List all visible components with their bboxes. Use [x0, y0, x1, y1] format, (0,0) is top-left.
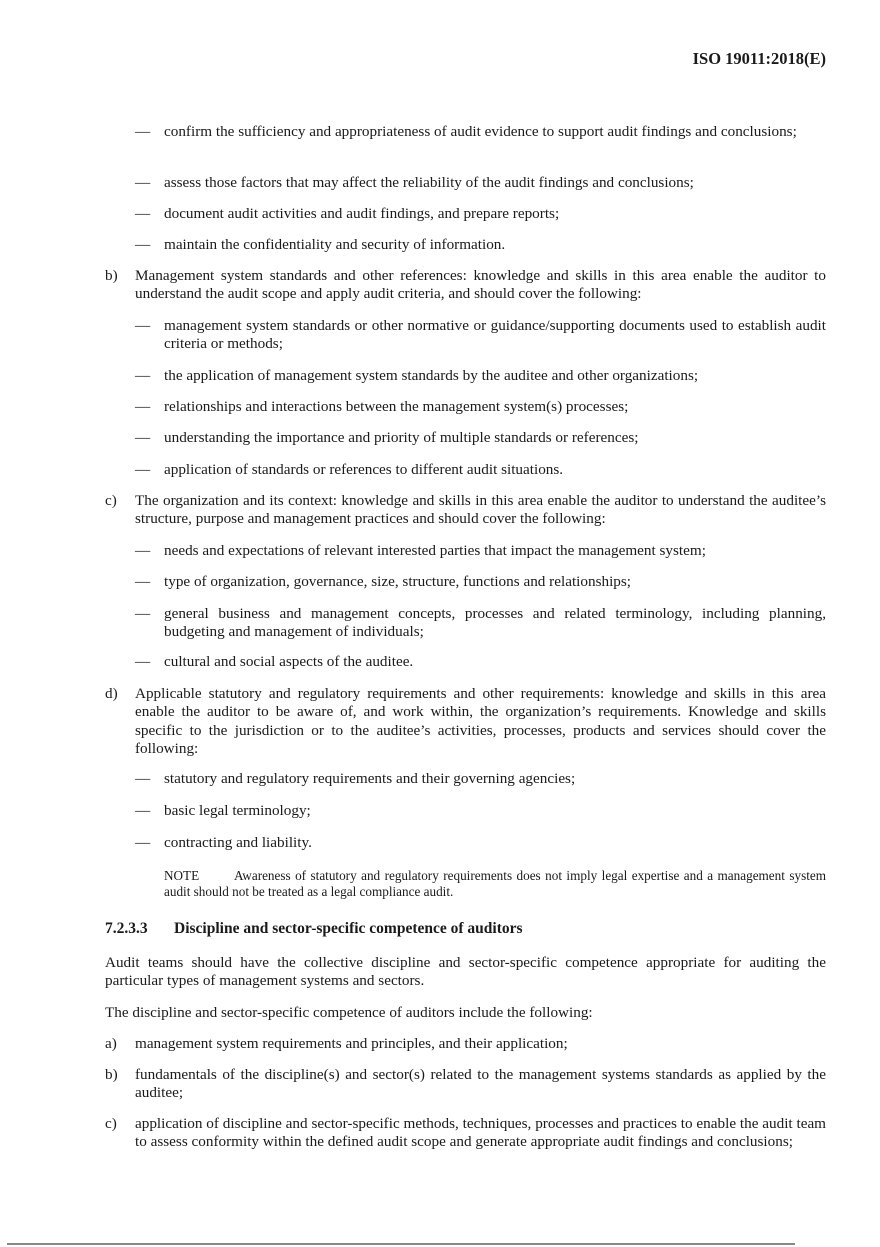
section-number: 7.2.3.3 — [105, 920, 148, 937]
dash-marker: — — [135, 236, 151, 253]
list-item-text: needs and expectations of relevant interested parties that impact the management system; — [164, 542, 706, 559]
dash-marker: — — [135, 802, 151, 819]
list-item-text: document audit activities and audit findings, and prepare reports; — [164, 205, 560, 222]
dash-marker: — — [135, 605, 151, 622]
dash-marker: — — [135, 367, 151, 384]
list-item-text: cultural and social aspects of the auditee. — [164, 653, 414, 670]
dash-marker: — — [135, 461, 151, 478]
item-text: application of discipline and sector-specific methods, techniques, processes and practices to enable the audit team to assess conformity within the defined audit scope and generate appropriate audit findings and conclusions; — [135, 1115, 826, 1151]
item-marker: d) — [105, 685, 118, 702]
item-marker: b) — [105, 1066, 118, 1083]
document-id: ISO 19011:2018(E) — [692, 49, 826, 68]
item-marker: b) — [105, 267, 118, 284]
dash-marker: — — [135, 653, 151, 670]
list-item-text: confirm the sufficiency and appropriateness of audit evidence to support audit findings and conclusions; — [164, 123, 797, 140]
item-marker: a) — [105, 1035, 117, 1052]
item-text: The organization and its context: knowledge and skills in this area enable the auditor to understand the auditee’s structure, purpose and management practices and should cover the following: — [135, 492, 826, 528]
list-item-text: maintain the confidentiality and security of information. — [164, 236, 506, 253]
list-item-text: application of standards or references to different audit situations. — [164, 461, 564, 478]
list-item-text: management system standards or other normative or guidance/supporting documents used to establish audit criteria or methods; — [164, 317, 826, 353]
list-item-text: assess those factors that may affect the reliability of the audit findings and conclusions; — [164, 174, 694, 191]
list-item-text: contracting and liability. — [164, 834, 312, 851]
dash-marker: — — [135, 429, 151, 446]
list-item-text: type of organization, governance, size, structure, functions and relationships; — [164, 573, 632, 590]
item-marker: c) — [105, 492, 117, 509]
list-item-text: statutory and regulatory requirements and their governing agencies; — [164, 770, 576, 787]
list-item-text: basic legal terminology; — [164, 802, 311, 819]
list-item-text: the application of management system standards by the auditee and other organizations; — [164, 367, 699, 384]
item-marker: c) — [105, 1115, 117, 1132]
footer-rule — [7, 1243, 795, 1245]
dash-marker: — — [135, 770, 151, 787]
list-item-text: understanding the importance and priority of multiple standards or references; — [164, 429, 639, 446]
item-text: Management system standards and other references: knowledge and skills in this area enable the auditor to understand the audit scope and apply audit criteria, and should cover the following: — [135, 267, 826, 303]
dash-marker: — — [135, 123, 151, 140]
dash-marker: — — [135, 174, 151, 191]
dash-marker: — — [135, 317, 151, 334]
list-item-text: relationships and interactions between the management system(s) processes; — [164, 398, 629, 415]
note-label: NOTE — [164, 868, 200, 883]
list-item-text: general business and management concepts, processes and related terminology, including planning, budgeting and management of individuals; — [164, 605, 826, 641]
item-text: management system requirements and principles, and their application; — [135, 1035, 568, 1052]
item-text: Applicable statutory and regulatory requirements and other requirements: knowledge and skills in this area enable the auditor to be aware of, and work within, the organization’s requirements. Knowledge and skills specific to the jurisdiction or to the auditee’s activities, processes, products and services should cover the following: — [135, 685, 826, 757]
dash-marker: — — [135, 834, 151, 851]
section-title: Discipline and sector-specific competence of auditors — [174, 920, 523, 937]
section-heading — [105, 920, 523, 938]
dash-marker: — — [135, 205, 151, 222]
dash-marker: — — [135, 573, 151, 590]
note — [164, 868, 826, 900]
item-text: fundamentals of the discipline(s) and sector(s) related to the management systems standards as applied by the auditee; — [135, 1066, 826, 1102]
note-text: Awareness of statutory and regulatory requirements does not imply legal expertise and a management system audit should not be treated as a legal compliance audit. — [164, 868, 826, 899]
dash-marker: — — [135, 542, 151, 559]
paragraph: Audit teams should have the collective discipline and sector-specific competence appropriate for auditing the particular types of management systems and sectors. — [105, 954, 826, 990]
paragraph: The discipline and sector-specific competence of auditors include the following: — [105, 1004, 593, 1021]
dash-marker: — — [135, 398, 151, 415]
